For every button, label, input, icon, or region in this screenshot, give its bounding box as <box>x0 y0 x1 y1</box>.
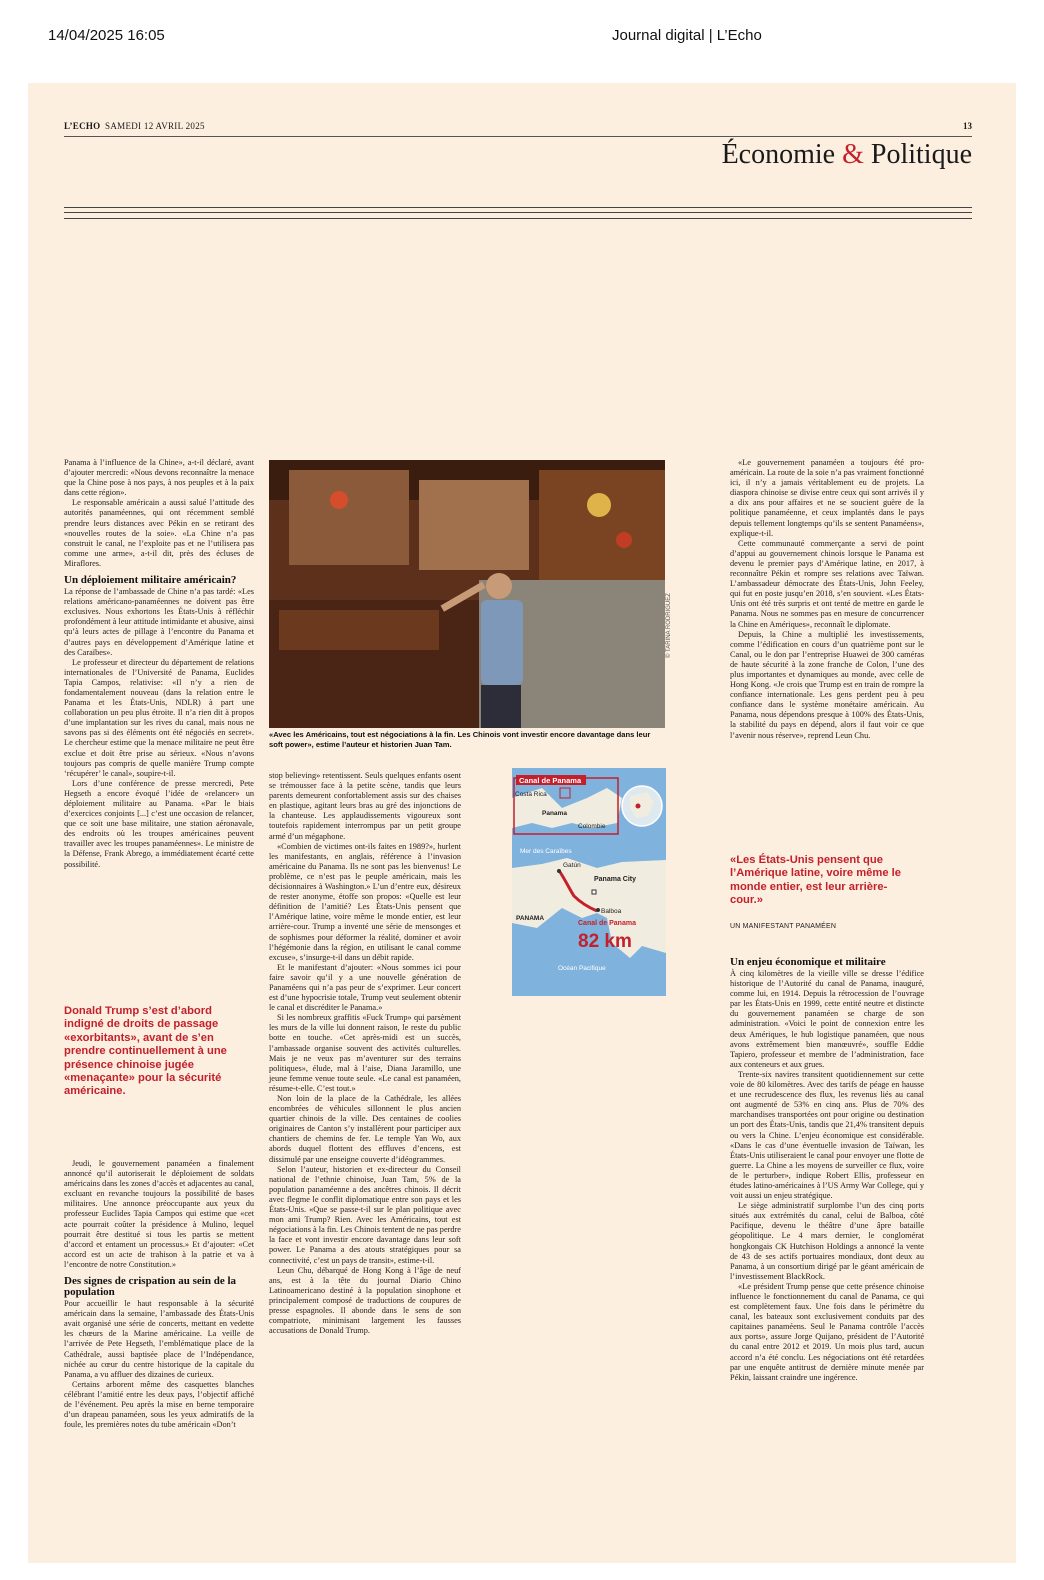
map-label-colombie: Colombie <box>578 823 606 830</box>
subheading: Des signes de crispation au sein de la population <box>64 1275 237 1299</box>
map-marker-panama-city <box>592 890 596 894</box>
paragraph: Non loin de la place de la Cathédrale, les allées encombrées de véhicules sillonnent le plus ancien quartier chinois de la ville. Des centaines de coolies originaires de Canton s’y installèrent pour participer aux chantiers de chemins de fer. Le temple Yan Wo, aux abords duquel flottent des effluves d’encens, est dissimulé par une enseigne couverte d’idéogrammes. <box>269 1094 461 1164</box>
paragraph: «Le président Trump pense que cette présence chinoise influence le fonctionnement du canal de Panama, ce qui est complètement faux. Une fois dans le périmètre du canal, les bateaux sont exclusivement conduits par des capitaines panaméens. Seul le Panama contrôle l’accès aux ports», assure Jorge Quijano, président de l’Autorité du canal entre 2012 et 2019. Un mois plus tard, aucun accord n’a été conclu. Les négociations ont été retardées par une enquête antitrust de dernière minute menée par Pékin, laissant craindre une ingérence. <box>730 1281 924 1382</box>
paragraph: stop believing» retentissent. Seuls quelques enfants osent se trémousser face à la petite scène, tandis que leurs parents demeurent confortablement assis sur des chaises en plastique, agitant leurs bras au gré des injonctions de la chanteuse. Les applaudissements vigoureux sont toutefois rapidement interrompus par un petit groupe armé d’un mégaphone. <box>269 771 461 841</box>
panama-canal-map <box>512 768 666 996</box>
paragraph: «Combien de victimes ont-ils faites en 1989?», hurlent les manifestants, en anglais, référence à l’invasion américaine du Panama. Ils ne sont pas les bienvenus! Le problème, ce n’est pas le peuple américain, mais les décisionnaires à Washington.» L’un d’entre eux, désireux de rester anonyme, étoffe son propos: «Quelle est leur définition de l’amitié? Les États-Unis pensent que l’Amérique latine, voire même le monde entier, est leur arrière-cour. Trump a inventé une série de mensonges et de sophismes pour déformer la réalité, dominer et avoir l’hégémonie dans la région, en utilisant le canal comme excuse», s’insurge-t-il dans un débit rapide. <box>269 841 461 962</box>
paragraph: Si les nombreux graffitis «Fuck Trump» qui parsèment les murs de la ville lui donnent raison, le reste du public botte en touche. «Cet après-midi est un succès, l’ambassade organise souvent des activités culturelles. Mais je ne veux pas m’aventurer sur des terrains politiques», élude, mal à l’aise, Diana Jaramillo, une jeune femme venue toute seule. «Le canal est panaméen, résume-t-elle. C’est tout.» <box>269 1013 461 1093</box>
paragraph: Certains arborent même des casquettes blanches célébrant l’amitié entre les deux pays, l’objectif affiché de l’événement. Peu après la mise en berne temporaire d’un drapeau panaméen, sous les yeux admiratifs de la foule, les premières notes du tube américain «Don’t <box>64 1379 254 1430</box>
temple-photo <box>269 460 665 728</box>
map-label-country: PANAMA <box>516 915 545 922</box>
article-column-2 <box>269 771 461 1336</box>
section-ampersand: & <box>842 139 864 170</box>
paragraph: Selon l’auteur, historien et ex-directeur du Conseil national de l’ethnie chinoise, Juan Tam, 5% de la population panaméenne a des ancêtres chinois. Il décrit avec flegme le conflit diplomatique entre son pays et les États-Unis. «Que se passe-t-il sur le plan politique avec mon ami Trump? Rien. Avec les Américains, tout est négociations à la fin. Les Chinois tentent de ne pas perdre la face et vont investir encore davantage dans leur soft power. Le Panama a des atouts stratégiques pour sa connectivité, c’est un pays de transit», estime-t-il. <box>269 1164 461 1265</box>
map-label-canal: Canal de Panama <box>578 920 636 927</box>
newspaper-page <box>28 83 1016 1563</box>
paragraph: Leun Chu, débarqué de Hong Kong à l’âge de neuf ans, est à la tête du journal Diario Chino Latinoamericano destiné à la population sinophone et principalement composé de traductions de coupures de presse espagnoles. Il abonde dans le sens de son compatriote, minimisant largement les fausses accusations de Donald Trump. <box>269 1265 461 1336</box>
paragraph: Et le manifestant d’ajouter: «Nous sommes ici pour faire savoir qu’il y a une nouvelle génération de Panaméens qui n’a pas peur de s’exprimer. Leur concert est d’une hypocrisie totale, Trump veut seulement obtenir le canal et discréditer le Panama.» <box>269 962 461 1013</box>
map-inset-title: Canal de Panama <box>519 776 582 785</box>
paragraph: Le professeur et directeur du département de relations internationales de l’Université de Panama, Euclides Tapia Campos, relativise: «Il n’y a rien de fondamentalement nouveau (dans la relation entre le Panama et les États-Unis, NDLR) à part une collaboration un peu plus étroite. Il n’a rien dit à propos d’une implantation sur les rives du canal, mais nous ne savons pas si des éléments ont été négociés en secret». Le chercheur estime que la menace militaire ne peut être exclue et doit être prise au sérieux. «Nous n’avons toujours pas compris de quelle manière Trump compte ‘récupérer’ le canal», soupire-t-il. <box>64 657 254 778</box>
article-column-3-bottom <box>730 957 924 1383</box>
section-word-2: Politique <box>870 139 972 170</box>
paragraph: Pour accueillir le haut responsable à la sécurité américain dans la semaine, l’ambassade des États-Unis avait organisé une série de concerts, mettant en vedette les chœurs de la Marine américaine. La veille de l’arrivée de Pete Hegseth, l’emblématique place de la Cathédrale, aussi baptisée place de l’Indépendance, nichée au cœur du centre historique de la capitale du Panama, a vu affluer des dizaines de curieux. <box>64 1299 254 1379</box>
photo-credit: © TARINA RODRIGUEZ <box>666 593 672 658</box>
print-date: 14/04/2025 16:05 <box>48 27 165 44</box>
paragraph: Panama à l’influence de la Chine», a-t-il déclaré, avant d’ajouter mercredi: «Nous devons reconnaître la menace que la Chine pose à nos pays, à nos peuples et à la paix dans cette région». <box>64 458 254 498</box>
map-label-costa-rica: Costa Rica <box>515 791 547 798</box>
article-column-3-top <box>730 458 924 741</box>
map-label-caribbean: Mer des Caraïbes <box>520 848 572 855</box>
map-marker-gatun <box>557 869 561 873</box>
section-word-1: Économie <box>721 139 836 170</box>
paragraph: Depuis, la Chine a multiplié les investissements, comme l’édification en cours d’un quatrième pont sur le Canal, ou le don par l’entreprise Huawei de 300 caméras de haute sécurité à la zone franche de Colon, l’une des plus importantes et dynamiques au monde, avec celle de Hong Kong. «Je crois que Trump est en train de rompre la confiance internationale. Les gens perdent peu à peu confiance dans le système monétaire américain. Au Panama, nous dépendons presque à 100% des États-Unis, la stabilité du pays en dépend, alors il faut voir ce que l’avenir nous réserve», reprend Leun Chu. <box>730 629 924 740</box>
masthead-date: SAMEDI 12 AVRIL 2025 <box>105 121 205 131</box>
paragraph: Le siège administratif surplombe l’un des cinq ports situés aux extrémités du canal, celui de Balboa, côté Pacifique, devenu le théâtre d’une âpre bataille géopolitique. Le 4 mars dernier, le conglomérat hongkongais CK Hutchison Holdings a annoncé la vente de 43 de ses actifs portuaires mondiaux, dont deux au Panama, à un consortium dirigé par le géant américain de l’investissement BlackRock. <box>730 1201 924 1281</box>
masthead-brand: L’ECHO <box>64 121 101 131</box>
pull-quote-source: UN MANIFESTANT PANAMÉEN <box>730 923 837 930</box>
pull-quote-trump: Donald Trump s’est d’abord indigné de droits de passage «exorbitants», avant de s’en prendre continuellement à une présence chinoise jugée «menaçante» pour la sécurité américaine. <box>64 1005 227 1098</box>
page-number: 13 <box>963 121 972 131</box>
subheading: Un enjeu économique et militaire <box>730 956 886 968</box>
subheading: Un déploiement militaire américain? <box>64 574 237 587</box>
map-svg <box>512 768 666 996</box>
print-title: Journal digital | L’Echo <box>612 27 762 44</box>
masthead-rule <box>64 136 972 137</box>
map-label-balboa: Balboa <box>601 908 622 915</box>
paragraph: Lors d’une conférence de presse mercredi, Pete Hegseth a encore évoqué l’idée de «relancer» un déploiement militaire au Panama. «Par le biais d’exercices conjoints [...] c’est une occasion de relancer, que ce soit une base militaire, une station aéronavale, des endroits où les troupes américaines peuvent travailler avec les troupes panaméennes». Le ministre de la Défense, Frank Abrego, a immédiatement écarté cette possibilité. <box>64 778 254 869</box>
map-label-panama-city: Panama City <box>594 876 637 883</box>
paragraph: «Le gouvernement panaméen a toujours été pro-américain. La route de la soie n’a pas vraiment fonctionné ici, il n’y a jamais véritablement eu de projets. La diaspora chinoise se divise entre ceux qui sont arrivés il y a dix ans pour affaires et ne se soucient guère de la politique panaméenne, et ceux implantés dans le pays depuis tellement longtemps qu’ils se sentent Panaméens», explique-t-il. <box>730 458 924 538</box>
article-column-1-bottom <box>64 1159 254 1430</box>
map-marker-balboa <box>596 908 600 912</box>
temple-photo-illustration <box>269 460 665 728</box>
article-column-1-top <box>64 458 254 870</box>
paragraph: Trente-six navires transitent quotidiennement sur cette voie de 80 kilomètres. Avec des tarifs de péage en hausse et une recrudescence des flux, les revenus liés au canal ont augmenté de 53% en cinq ans. Plus de 70% des marchandises transportées ont pour origine ou destination un port des États-Unis, tandis que 21,4% transitent depuis ou vers la Chine. L’enjeu économique est considérable. «Dans le cas d’une éventuelle invasion de Taïwan, les États-Unis utiliseraient le canal pour envoyer une flotte de guerre. La Chine a les moyens de surveiller ce flux, voire de le perturber», indique Robert Ellis, professeur en études latino-américaines à l’US Army War College, qui y voit aussi un enjeu stratégique. <box>730 1069 924 1201</box>
map-label-panama: Panama <box>542 810 567 817</box>
paragraph: Jeudi, le gouvernement panaméen a finalement annoncé qu’il autoriserait le déploiement de soldats américains dans les zones d’accès et adjacentes au canal, excluant en revanche toujours la possibilité de bases militaires. Une annonce préoccupante aux yeux du professeur Euclides Tapia Campos qui estime que «cet acte pourrait coûter la présidence à Mulino, lequel pourrait être destitué si tous les partis se mettent d’accord et entament un processus.» Et d’ajouter: «Cet accord est un acte de trahison à la patrie et va à l’encontre de notre Constitution.» <box>64 1159 254 1269</box>
paragraph: Cette communauté commerçante a servi de point d’appui au gouvernement chinois lorsque le Panama est devenu le premier pays d’Amérique latine, en 2017, à reconnaître Pékin et rompre ses relations avec Taïwan. L’ambassadeur démocrate des États-Unis, John Feeley, qui fut en poste jusqu’en 2018, s’en souvient. «Les États-Unis ont été très surpris et ont tenté de mettre en garde le Panama. Nous ne sommes pas en mesure de concurrencer la Chine en Amériques», reconnaît le diplomate. <box>730 538 924 629</box>
paragraph: À cinq kilomètres de la vieille ville se dresse l’édifice historique de l’Autorité du canal de Panama, inauguré, comme lui, en 1914. Depuis la rétrocession de l’ouvrage par les États-Unis en 1999, cette entité neutre et distincte du gouvernement panaméen se charge de son administration. «Voici le point de connexion entre les deux Amériques, le hub logistique panaméen, que nous avons extrêmement bien manœuvré», souffle Eddie Tapiero, professeur et membre de l’administration, face aux conteneurs et aux grues. <box>730 969 924 1069</box>
map-label-length: 82 km <box>578 931 632 952</box>
paragraph: Le responsable américain a aussi salué l’attitude des autorités panaméennes, qui ont récemment semblé prendre leurs distances avec Pékin en se retirant des «nouvelles routes de la soie». «La Chine n’a pas construit le canal, ne l’exploite pas et ne l’utilisera pas comme une arme», a-t-il dit, près des écluses de Miraflores. <box>64 498 254 568</box>
map-label-pacific: Océan Pacifique <box>558 965 606 972</box>
paragraph: La réponse de l’ambassade de Chine n’a pas tardé: «Les relations américano-panaméennes ne doivent pas être exclusives. Nous exhortons les États-Unis à réfléchir profondément à leur attitude intimidante et abusive, ainsi qu’à leurs actes de pillage à l’encontre du Panama et d’autres pays en développement d’Amérique latine et des Caraïbes». <box>64 587 254 657</box>
pull-quote-protester: «Les États-Unis pensent que l’Amérique latine, voire même le monde entier, est leur arrière-cour.» <box>730 854 901 907</box>
map-label-gatun: Gatún <box>563 862 581 869</box>
map-globe-marker <box>636 804 641 809</box>
masthead <box>64 121 205 131</box>
header-triple-rule <box>64 207 972 219</box>
section-title <box>722 139 972 171</box>
photo-caption: «Avec les Américains, tout est négociations à la fin. Les Chinois vont investir encore davantage dans leur soft power», estime l’auteur et historien Juan Tam. <box>269 730 651 749</box>
